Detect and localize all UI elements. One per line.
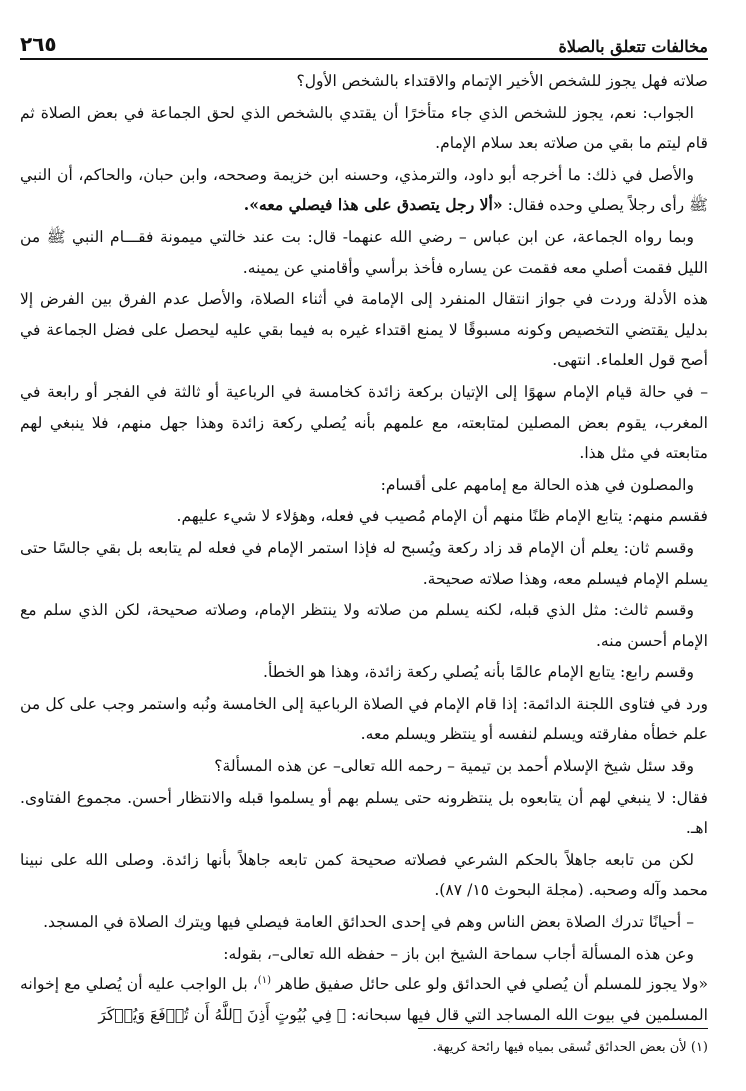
paragraph: – أحيانًا تدرك الصلاة بعض الناس وهم في إحدى الحدائق العامة فيصلي فيها ويترك الصلاة في المسجد. bbox=[43, 913, 694, 932]
paragraph-text: «ولا يجوز للمسلم أن يُصلي في الحدائق ولو على حائل صفيق طاهر bbox=[270, 975, 708, 994]
paragraph: وقسم رابع: يتابع الإمام عالمًا بأنه يُصلي ركعة زائدة، وهذا هو الخطأ. bbox=[263, 663, 694, 682]
paragraph: وقد سئل شيخ الإسلام أحمد بن تيمية – رحمه الله تعالى– عن هذه المسألة؟ bbox=[214, 757, 694, 776]
page-header bbox=[20, 26, 708, 60]
footnote-separator bbox=[418, 1028, 708, 1029]
paragraph bbox=[20, 160, 708, 221]
paragraph: ورد في فتاوى اللجنة الدائمة: إذا قام الإمام في الصلاة الرباعية إلى الخامسة ونُبه واستمر وجب على كل من علم خطأه مفارقته ويسلم لنفسه أو ينتظر ويسلم معه. bbox=[20, 694, 708, 744]
paragraph bbox=[20, 969, 708, 1030]
paragraph: – في حالة قيام الإمام سهوًا إلى الإتيان بركعة زائدة كخامسة في الرباعية أو ثالثة في الفجر أو رابعة في المغرب، يقوم بعض المصلين لمتابعته، مع علمهم بأنه يُصلي ركعة زائدة وهذا جهل منهم، فلا ينبغي لهم متابعته في مثل هذا. bbox=[20, 382, 708, 463]
footnote-marker: (١) bbox=[257, 975, 271, 987]
footnote: (١) لأن بعض الحدائق تُسقى بمياه فيها رائحة كريهة. bbox=[432, 1040, 708, 1055]
page-number: ٢٦٥ bbox=[20, 32, 57, 56]
paragraph: وقسم ثالث: مثل الذي قبله، لكنه يسلم من صلاته ولا ينتظر الإمام، وصلاته صحيحة، لكن الذي سلم مع الإمام أحسن منه. bbox=[20, 601, 708, 650]
paragraph: والمصلون في هذه الحالة مع إمامهم على أقسام: bbox=[380, 475, 694, 494]
paragraph: الجواب: نعم، يجوز للشخص الذي جاء متأخرًا أن يقتدي بالشخص الذي لحق الجماعة في بعض الصلاة ثم قام ليتم ما بقي من صلاته بعد سلام الإمام. bbox=[20, 103, 708, 153]
paragraph: فقال: لا ينبغي لهم أن يتابعوه بل ينتظرونه حتى يسلم بهم أو يسلموا قبله والانتظار أحسن. مجموع الفتاوى. اهـ. bbox=[20, 788, 708, 838]
paragraph: وبما رواه الجماعة، عن ابن عباس – رضي الله عنهما- قال: بت عند خالتي ميمونة فقـــام النبي ﷺ من الليل فقمت أصلي معه فقمت عن يساره فأخذ برأسي وأقامني عن يمينه. bbox=[20, 227, 708, 277]
paragraph: صلاته فهل يجوز للشخص الأخير الإتمام والاقتداء بالشخص الأول؟ bbox=[296, 72, 708, 90]
paragraph: وقسم ثان: يعلم أن الإمام قد زاد ركعة ويُسبح له فإذا استمر الإمام في فعله لم يتابعه بل بقي جالسًا حتى يسلم الإمام فيسلم معه، وهذا صلاته صحيحة. bbox=[20, 538, 708, 588]
hadith-quote: «ألا رجل يتصدق على هذا فيصلي معه». bbox=[243, 195, 503, 215]
paragraph: فقسم منهم: يتابع الإمام ظنًا منهم أن الإمام مُصيب في فعله، وهؤلاء لا شيء عليهم. bbox=[176, 507, 708, 526]
paragraph: وعن هذه المسألة أجاب سماحة الشيخ ابن باز – حفظه الله تعالى–، بقوله: bbox=[223, 944, 694, 963]
running-title: مخالفات تتعلق بالصلاة bbox=[558, 37, 708, 56]
paragraph: هذه الأدلة وردت في جواز انتقال المنفرد إلى الإمامة في أثناء الصلاة، والأصل عدم الفرق بين الفرض إلا بدليل يقتضي التخصيص وكونه مسبوقًا لا يمنع اقتداء غيره به فيما بقي عليه ليحصل على فضل الجماعة في أصح قول العلماء. انتهى. bbox=[20, 290, 708, 370]
paragraph-text: والأصل في ذلك: ما أخرجه أبو داود، والترمذي، وحسنه ابن خزيمة وصححه، وابن حبان، والحاكم، أن النبي ﷺ رأى رجلاً يصلي وحده فقال: bbox=[20, 165, 708, 215]
page-body bbox=[20, 66, 708, 1030]
paragraph: لكن من تابعه جاهلاً بالحكم الشرعي فصلاته صحيحة كمن تابعه جاهلاً بأنها زائدة. وصلى الله على نبينا محمد وآله وصحبه. (مجلة البحوث ١٥/ ٨٧). bbox=[20, 850, 708, 900]
paragraph-text: ، بل الواجب عليه أن يُصلي مع إخوانه المسلمين في بيوت الله المساجد التي قال فيها سبحانه: ﴿ فِي بُيُوتٍ أَذِنَ ٱللَّهُ أَن تُرۡفَعَ وَيُذۡكَرَ bbox=[20, 975, 708, 1024]
